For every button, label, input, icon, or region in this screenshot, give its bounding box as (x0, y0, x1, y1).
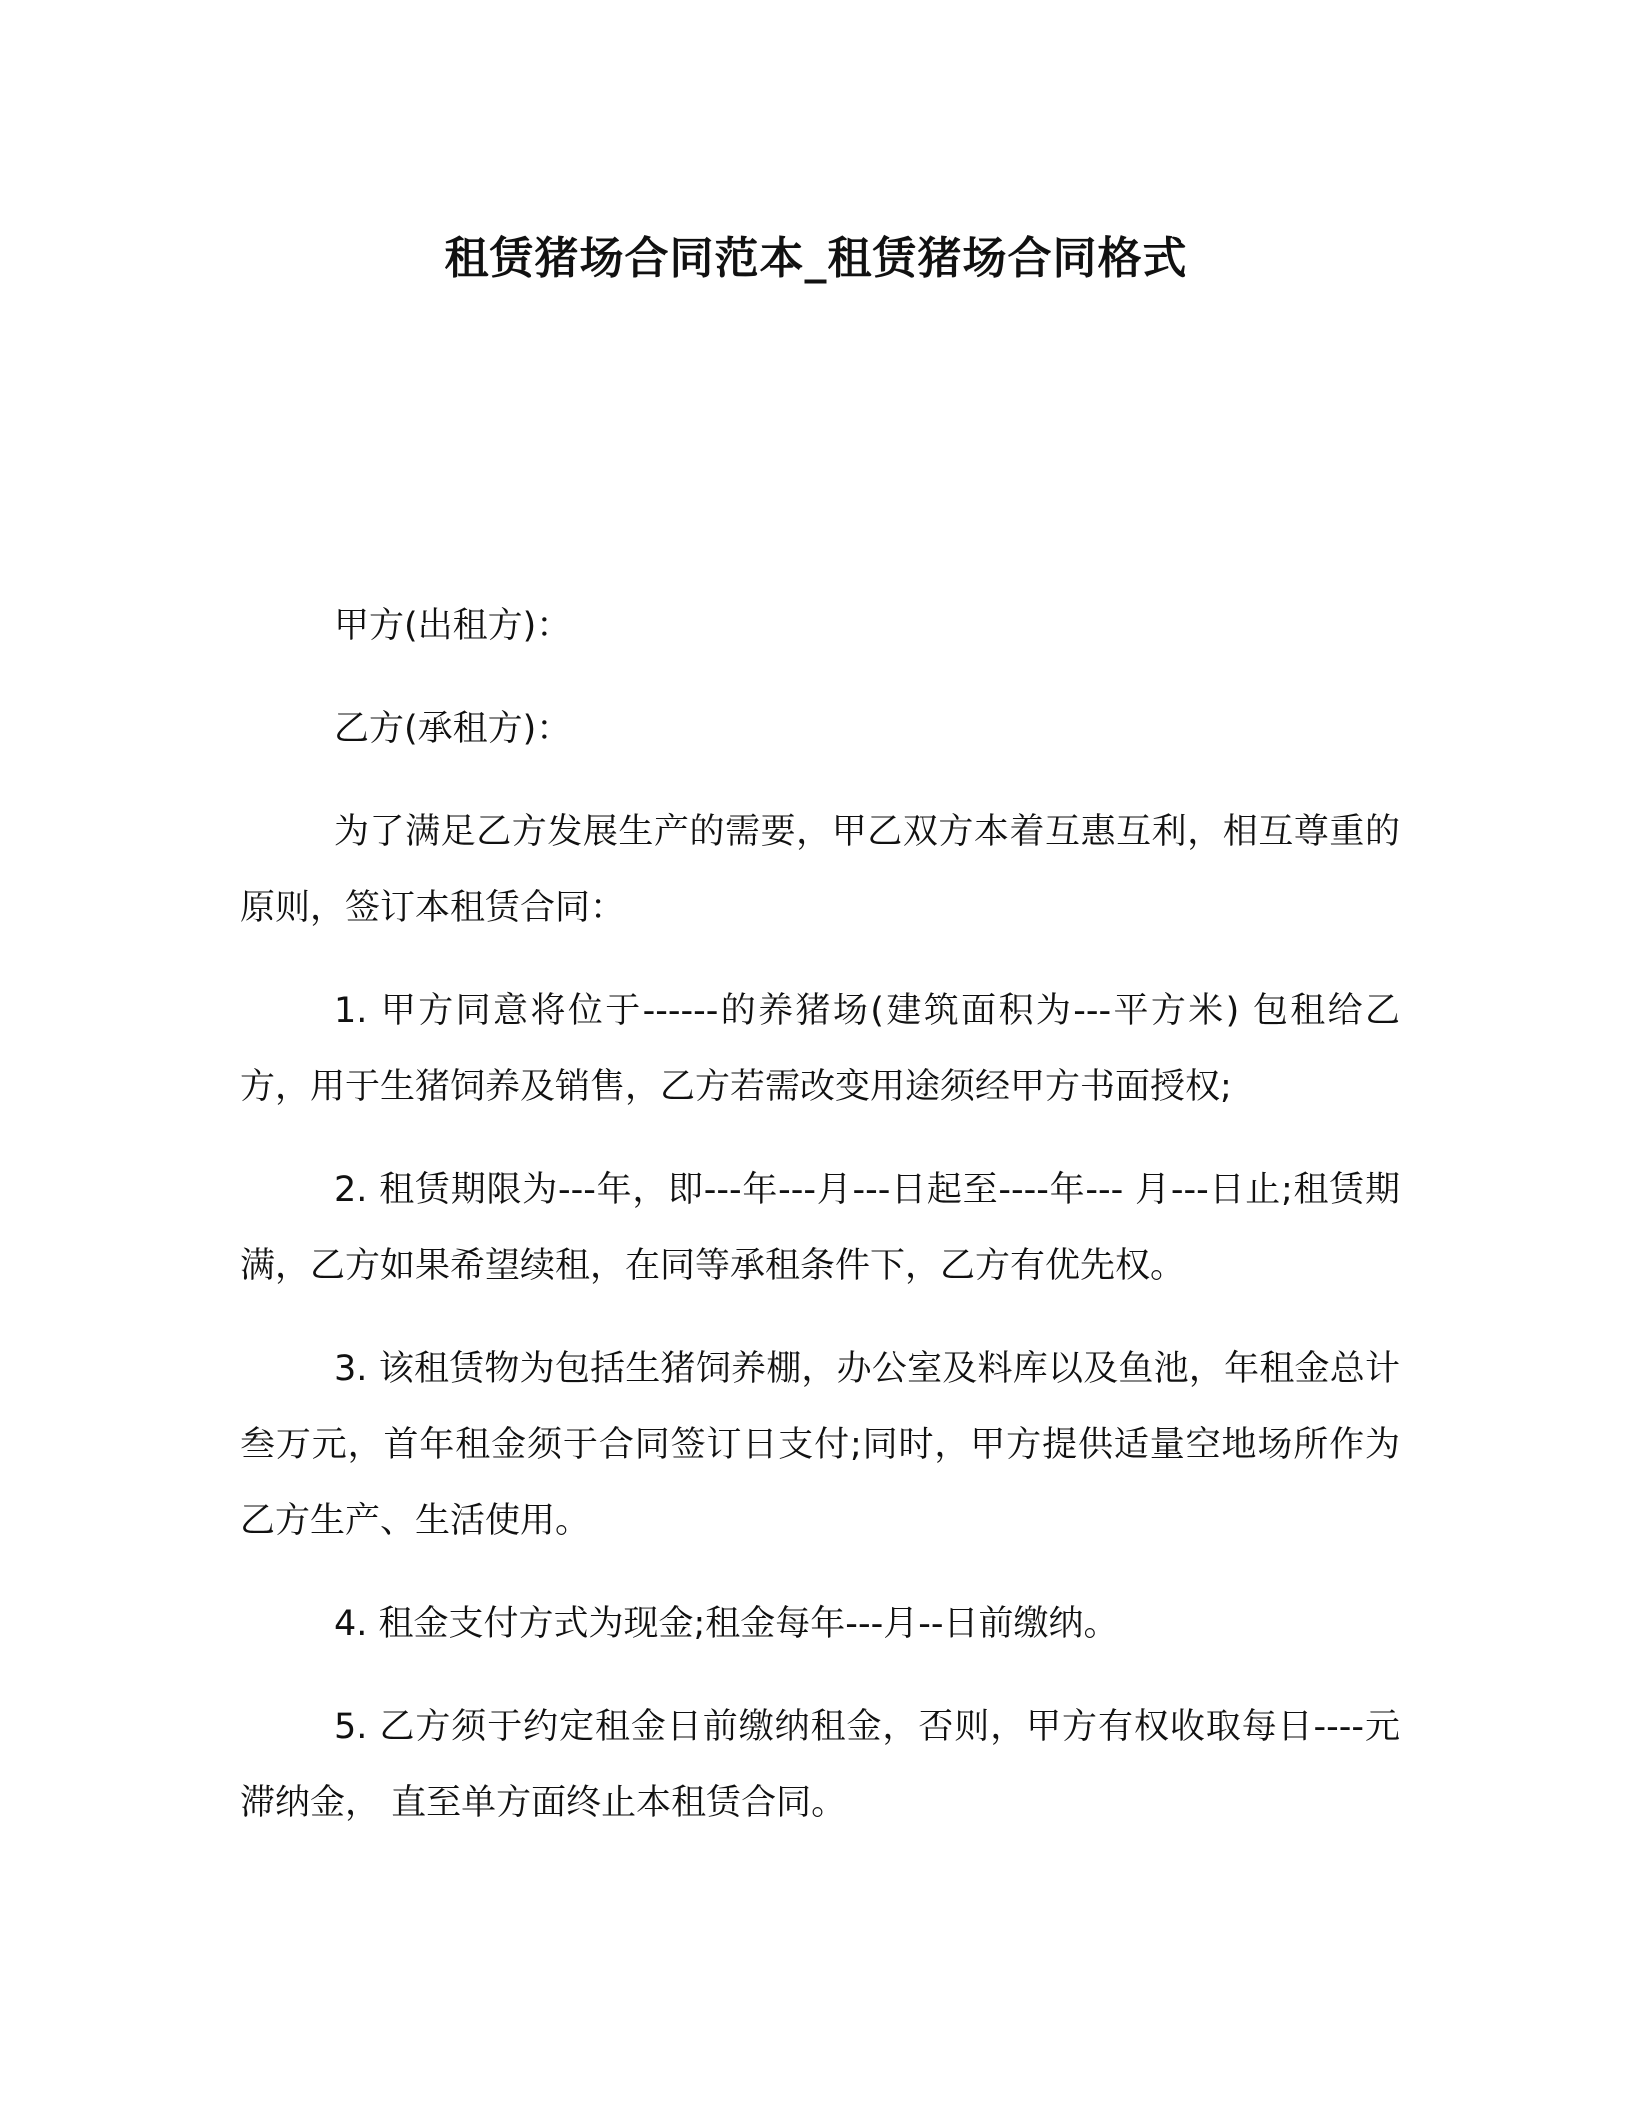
clause-2: 2. 租赁期限为---年，即---年---月---日起至----年--- 月---日止;租赁期满，乙方如果希望续租，在同等承租条件下，乙方有优先权。 (240, 1170, 1400, 1286)
clause-4: 4. 租金支付方式为现金;租金每年---月--日前缴纳。 (334, 1604, 1119, 1644)
document-title: 租赁猪场合同范本_租赁猪场合同格式 (444, 233, 1188, 284)
intro-paragraph: 为了满足乙方发展生产的需要，甲乙双方本着互惠互利，相互尊重的原则，签订本租赁合同： (240, 812, 1400, 928)
clause-1: 1. 甲方同意将位于------的养猪场(建筑面积为---平方米) 包租给乙方，用于生猪饲养及销售，乙方若需改变用途须经甲方书面授权; (240, 991, 1400, 1107)
clause-3: 3. 该租赁物为包括生猪饲养棚，办公室及料库以及鱼池，年租金总计叁万元，首年租金须于合同签订日支付;同时，甲方提供适量空地场所作为乙方生产、生活使用。 (240, 1349, 1400, 1541)
document-body (240, 588, 1400, 1868)
party-b-line: 乙方(承租方)： (334, 709, 572, 749)
party-a-line: 甲方(出租方)： (334, 606, 572, 646)
clause-5: 5. 乙方须于约定租金日前缴纳租金，否则，甲方有权收取每日----元滞纳金， 直至单方面终止本租赁合同。 (240, 1707, 1400, 1823)
